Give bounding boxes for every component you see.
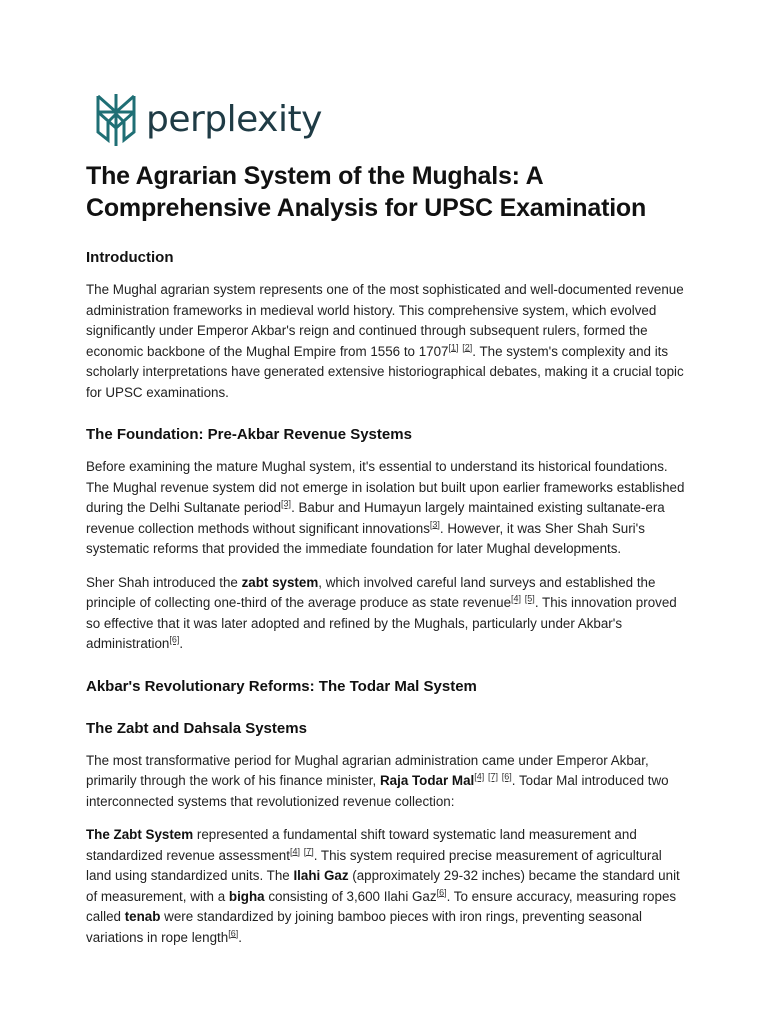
citation-link[interactable]: [4]	[474, 771, 485, 782]
perplexity-logo-icon	[94, 92, 138, 148]
citation-link[interactable]: [6]	[228, 928, 239, 939]
citation-link[interactable]: [5]	[524, 593, 535, 604]
paragraph-introduction: The Mughal agrarian system represents one of the most sophisticated and well-documented revenue administration frameworks in medieval world history. This comprehensive system, which evolved significantly under Emperor Akbar's reign and continued through subsequent rulers, formed the economic backbone of the Mughal Empire from 1556 to 1707[1] [2]. The system's complexity and its scholarly interpretations have generated extensive historiographical debates, making it a crucial topic for UPSC examinations.	[86, 282, 684, 400]
heading-akbar-reforms: Akbar's Revolutionary Reforms: The Todar Mal System	[86, 677, 477, 695]
citation-link[interactable]: [7]	[303, 846, 314, 857]
citation-link[interactable]: [3]	[281, 498, 292, 509]
document-title: The Agrarian System of the Mughals: A Comprehensive Analysis for UPSC Examination	[86, 162, 647, 222]
citation-link[interactable]: [4]	[511, 593, 522, 604]
citation-link[interactable]: [4]	[289, 846, 300, 857]
brand-logo[interactable]	[94, 92, 322, 148]
paragraph-foundation-2: Sher Shah introduced the zabt system, which involved careful land surveys and established the principle of collecting one-third of the average produce as state revenue[4] [5]. This innovation proved so effective that it was later adopted and refined by the Mughals, particularly under Akbar's administration[6].	[86, 574, 677, 651]
paragraph-zabt-1: The most transformative period for Mughal agrarian administration came under Emperor Akbar, primarily through the work of his finance minister, Raja Todar Mal[4] [7] [6]. Todar Mal introduced two interconnected systems that revolutionized revenue collection:	[86, 752, 669, 809]
paragraph-zabt-2: The Zabt System represented a fundamental shift toward systematic land measurement and standardized revenue assessment[4] [7]. This system required precise measurement of agricultural land using standardized units. The Ilahi Gaz (approximately 29-32 inches) became the standard unit of measurement, with a bigha consisting of 3,600 Ilahi Gaz[6]. To ensure accuracy, measuring ropes called tenab were standardized by joining bamboo pieces with iron rings, preventing seasonal variations in rope length[6].	[86, 827, 680, 945]
heading-foundation: The Foundation: Pre-Akbar Revenue Systems	[86, 426, 412, 443]
citation-link[interactable]: [7]	[488, 771, 499, 782]
citation-link[interactable]: [6]	[436, 887, 447, 898]
paragraph-foundation-1: Before examining the mature Mughal system, it's essential to understand its historical foundations. The Mughal revenue system did not emerge in isolation but built upon earlier frameworks established during the Delhi Sultanate period[3]. Babur and Humayun largely maintained existing sultanate-era revenue collection methods without significant innovations[3]. However, it was Sher Shah Suri's systematic reforms that provided the immediate foundation for later Mughal developments.	[86, 459, 685, 556]
citation-link[interactable]: [2]	[462, 342, 473, 353]
document-content	[86, 160, 686, 948]
brand-name: perplexity	[146, 99, 322, 140]
citation-link[interactable]: [6]	[169, 634, 180, 645]
heading-zabt-dahsala: The Zabt and Dahsala Systems	[86, 719, 307, 737]
citation-link[interactable]: [1]	[448, 342, 459, 353]
citation-link[interactable]: [6]	[501, 771, 512, 782]
citation-link[interactable]: [3]	[429, 519, 440, 530]
heading-introduction: Introduction	[86, 249, 174, 266]
